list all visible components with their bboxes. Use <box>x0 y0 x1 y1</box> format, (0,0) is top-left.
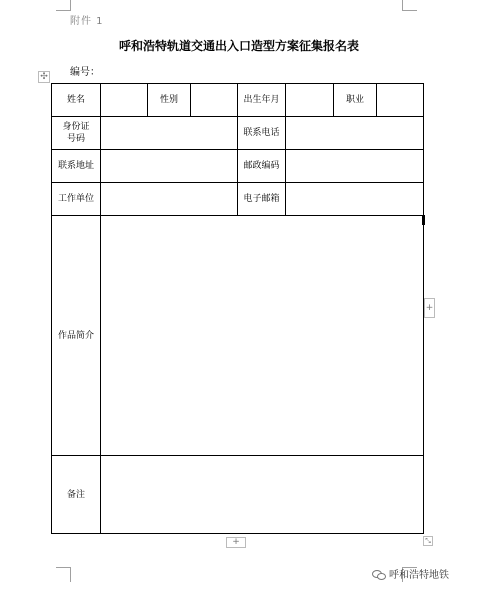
name-label: 姓名 <box>52 84 101 117</box>
serial-number-label: 编号： <box>70 67 100 78</box>
gender-field[interactable] <box>191 84 238 117</box>
table-row <box>52 117 424 150</box>
add-row-button[interactable]: + <box>226 537 246 548</box>
works-intro-label: 作品简介 <box>52 216 101 456</box>
crop-mark-top-right <box>402 0 417 11</box>
birth-field[interactable] <box>286 84 334 117</box>
text-cursor-mark <box>422 215 425 225</box>
table-row <box>52 150 424 183</box>
work-unit-field[interactable] <box>101 183 238 216</box>
attachment-label: 附件 1 <box>70 16 104 27</box>
table-row <box>52 84 424 117</box>
work-unit-label: 工作单位 <box>52 183 101 216</box>
address-field[interactable] <box>101 150 238 183</box>
table-resize-handle-icon[interactable]: ⤡ <box>423 536 433 546</box>
remarks-label: 备注 <box>52 456 101 534</box>
add-column-button[interactable]: + <box>424 298 435 318</box>
crop-mark-top-left <box>56 0 71 11</box>
page-title: 呼和浩特轨道交通出入口造型方案征集报名表 <box>118 39 359 53</box>
email-field[interactable] <box>286 183 424 216</box>
table-row <box>52 216 424 456</box>
crop-mark-bottom-left <box>56 567 71 582</box>
address-label: 联系地址 <box>52 150 101 183</box>
wechat-icon <box>372 569 386 579</box>
postcode-field[interactable] <box>286 150 424 183</box>
remarks-field[interactable] <box>101 456 424 534</box>
name-field[interactable] <box>101 84 148 117</box>
phone-label: 联系电话 <box>238 117 286 150</box>
id-number-field[interactable] <box>101 117 238 150</box>
table-move-handle-icon[interactable]: ✣ <box>38 71 50 83</box>
postcode-label: 邮政编码 <box>238 150 286 183</box>
id-number-label <box>52 117 101 150</box>
id-number-label-line2: 号码 <box>66 134 85 144</box>
id-number-label-line1: 身份证 <box>62 122 90 132</box>
registration-form-table <box>51 83 424 534</box>
email-label: 电子邮箱 <box>238 183 286 216</box>
birth-label: 出生年月 <box>238 84 286 117</box>
works-intro-field[interactable] <box>101 216 424 456</box>
watermark <box>372 566 449 581</box>
phone-field[interactable] <box>286 117 424 150</box>
table-row <box>52 183 424 216</box>
occupation-field[interactable] <box>377 84 424 117</box>
table-row <box>52 456 424 534</box>
gender-label: 性别 <box>148 84 191 117</box>
occupation-label: 职业 <box>334 84 377 117</box>
watermark-text: 呼和浩特地铁 <box>389 570 449 581</box>
